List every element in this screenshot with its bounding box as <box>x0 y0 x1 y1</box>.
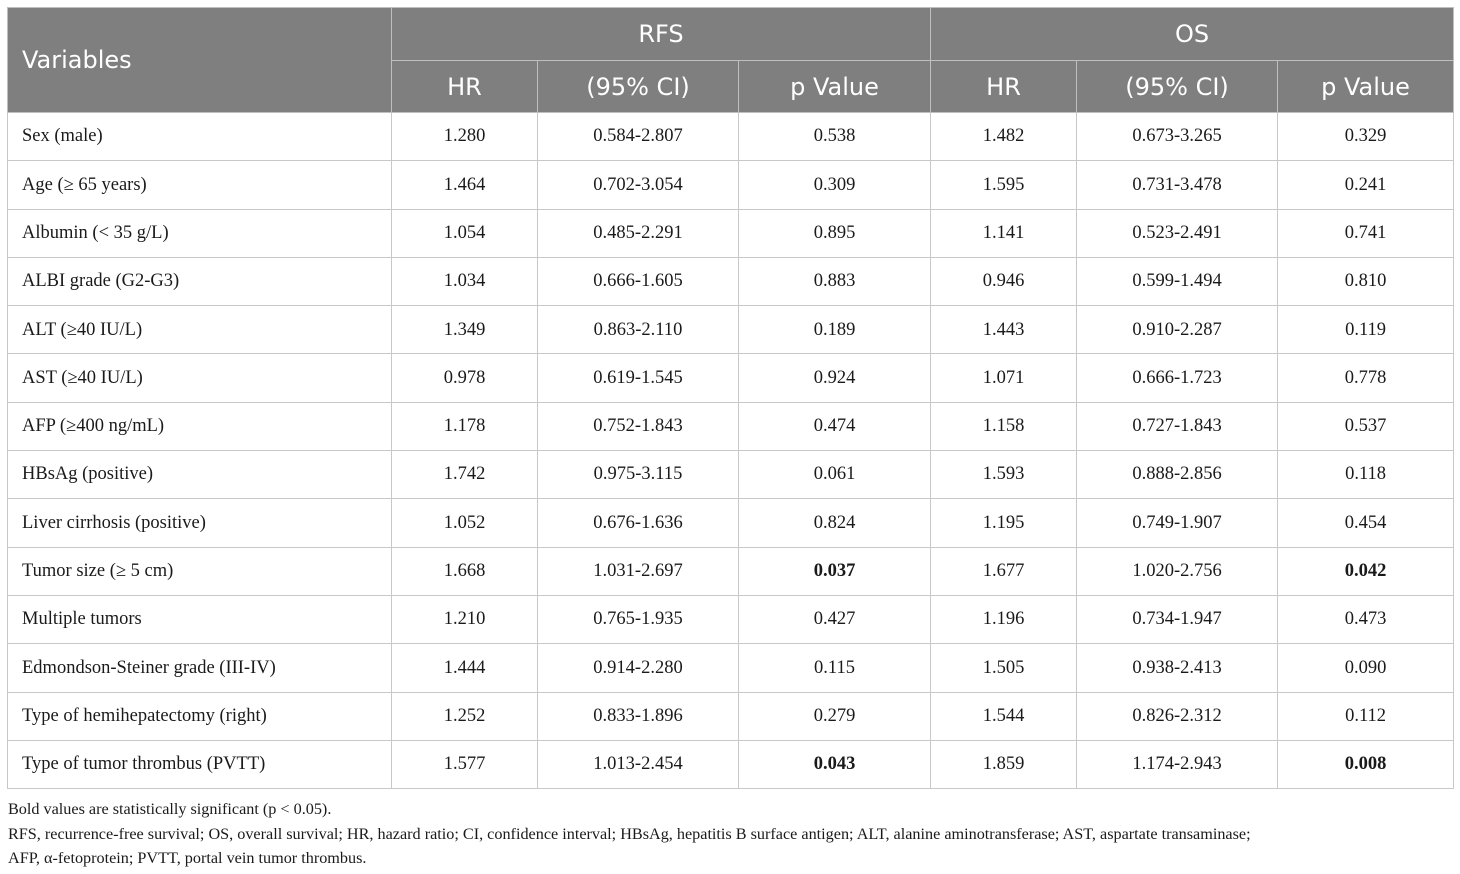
cell-variable: Type of hemihepatectomy (right) <box>8 692 392 740</box>
cell-os-p: 0.112 <box>1278 692 1454 740</box>
cell-rfs-ci: 0.752-1.843 <box>538 402 739 450</box>
table-footnotes <box>8 797 1456 871</box>
cell-os-ci: 0.599-1.494 <box>1077 257 1278 305</box>
header-rfs-ci: (95% CI) <box>538 61 739 113</box>
cell-os-hr: 1.158 <box>931 402 1077 450</box>
header-group-rfs: RFS <box>392 8 931 61</box>
cell-variable: HBsAg (positive) <box>8 451 392 499</box>
cell-os-p: 0.119 <box>1278 306 1454 354</box>
cell-os-p: 0.329 <box>1278 113 1454 161</box>
cell-rfs-p: 0.824 <box>739 499 931 547</box>
cell-rfs-p: 0.043 <box>739 740 931 788</box>
cell-rfs-p: 0.883 <box>739 257 931 305</box>
cell-os-ci: 0.523-2.491 <box>1077 209 1278 257</box>
cell-rfs-hr: 1.210 <box>392 595 538 643</box>
cell-rfs-ci: 0.666-1.605 <box>538 257 739 305</box>
cox-regression-table <box>7 7 1454 789</box>
cell-variable: Tumor size (≥ 5 cm) <box>8 547 392 595</box>
cell-rfs-p: 0.309 <box>739 161 931 209</box>
cell-os-p: 0.090 <box>1278 644 1454 692</box>
table-row <box>8 354 1454 402</box>
cell-os-ci: 0.666-1.723 <box>1077 354 1278 402</box>
cell-os-hr: 1.196 <box>931 595 1077 643</box>
cell-variable: ALBI grade (G2-G3) <box>8 257 392 305</box>
table-row <box>8 740 1454 788</box>
cell-os-ci: 1.174-2.943 <box>1077 740 1278 788</box>
cell-os-hr: 1.482 <box>931 113 1077 161</box>
cell-rfs-ci: 0.676-1.636 <box>538 499 739 547</box>
cell-rfs-hr: 0.978 <box>392 354 538 402</box>
cell-os-p: 0.042 <box>1278 547 1454 595</box>
table-row <box>8 161 1454 209</box>
cell-rfs-p: 0.474 <box>739 402 931 450</box>
cell-os-p: 0.810 <box>1278 257 1454 305</box>
header-group-os: OS <box>931 8 1454 61</box>
header-rfs-hr: HR <box>392 61 538 113</box>
cell-rfs-ci: 0.619-1.545 <box>538 354 739 402</box>
cell-rfs-hr: 1.178 <box>392 402 538 450</box>
cell-variable: Albumin (< 35 g/L) <box>8 209 392 257</box>
cell-variable: ALT (≥40 IU/L) <box>8 306 392 354</box>
table-row <box>8 113 1454 161</box>
cell-os-hr: 1.544 <box>931 692 1077 740</box>
cell-rfs-hr: 1.054 <box>392 209 538 257</box>
cell-rfs-hr: 1.349 <box>392 306 538 354</box>
cell-os-ci: 0.673-3.265 <box>1077 113 1278 161</box>
cell-os-hr: 1.071 <box>931 354 1077 402</box>
cell-os-p: 0.118 <box>1278 451 1454 499</box>
footnote-abbreviations-cont: AFP, α-fetoprotein; PVTT, portal vein tumor thrombus. <box>8 849 367 867</box>
table-row <box>8 692 1454 740</box>
cell-rfs-ci: 0.584-2.807 <box>538 113 739 161</box>
table-row <box>8 499 1454 547</box>
header-os-p: p Value <box>1278 61 1454 113</box>
table-row <box>8 402 1454 450</box>
cell-variable: Edmondson-Steiner grade (III-IV) <box>8 644 392 692</box>
cell-os-p: 0.008 <box>1278 740 1454 788</box>
cell-variable: Liver cirrhosis (positive) <box>8 499 392 547</box>
cell-variable: AST (≥40 IU/L) <box>8 354 392 402</box>
cell-rfs-p: 0.538 <box>739 113 931 161</box>
table-row <box>8 451 1454 499</box>
header-row-groups <box>8 8 1454 61</box>
cell-variable: Multiple tumors <box>8 595 392 643</box>
cell-os-hr: 1.859 <box>931 740 1077 788</box>
cell-rfs-p: 0.189 <box>739 306 931 354</box>
cell-os-ci: 0.888-2.856 <box>1077 451 1278 499</box>
table-row <box>8 644 1454 692</box>
cell-variable: Sex (male) <box>8 113 392 161</box>
cell-rfs-ci: 0.702-3.054 <box>538 161 739 209</box>
results-table-container <box>7 7 1453 789</box>
cell-rfs-hr: 1.464 <box>392 161 538 209</box>
cell-rfs-hr: 1.577 <box>392 740 538 788</box>
cell-rfs-p: 0.924 <box>739 354 931 402</box>
cell-os-hr: 0.946 <box>931 257 1077 305</box>
cell-rfs-hr: 1.034 <box>392 257 538 305</box>
cell-rfs-ci: 0.833-1.896 <box>538 692 739 740</box>
cell-rfs-hr: 1.052 <box>392 499 538 547</box>
cell-os-p: 0.741 <box>1278 209 1454 257</box>
header-os-ci: (95% CI) <box>1077 61 1278 113</box>
cell-rfs-ci: 1.013-2.454 <box>538 740 739 788</box>
header-rfs-p: p Value <box>739 61 931 113</box>
cell-rfs-hr: 1.742 <box>392 451 538 499</box>
cell-variable: Age (≥ 65 years) <box>8 161 392 209</box>
cell-rfs-hr: 1.252 <box>392 692 538 740</box>
cell-rfs-ci: 0.975-3.115 <box>538 451 739 499</box>
table-row <box>8 547 1454 595</box>
cell-rfs-hr: 1.280 <box>392 113 538 161</box>
cell-rfs-ci: 0.485-2.291 <box>538 209 739 257</box>
cell-variable: AFP (≥400 ng/mL) <box>8 402 392 450</box>
cell-os-hr: 1.443 <box>931 306 1077 354</box>
footnote-significance: Bold values are statistically significant (p < 0.05). <box>8 800 332 818</box>
cell-rfs-hr: 1.444 <box>392 644 538 692</box>
cell-os-hr: 1.141 <box>931 209 1077 257</box>
cell-os-p: 0.454 <box>1278 499 1454 547</box>
cell-os-hr: 1.595 <box>931 161 1077 209</box>
cell-rfs-hr: 1.668 <box>392 547 538 595</box>
cell-os-hr: 1.505 <box>931 644 1077 692</box>
header-os-hr: HR <box>931 61 1077 113</box>
cell-os-ci: 0.910-2.287 <box>1077 306 1278 354</box>
cell-os-hr: 1.593 <box>931 451 1077 499</box>
cell-os-ci: 0.938-2.413 <box>1077 644 1278 692</box>
cell-os-ci: 0.734-1.947 <box>1077 595 1278 643</box>
cell-os-ci: 0.826-2.312 <box>1077 692 1278 740</box>
table-row <box>8 209 1454 257</box>
cell-rfs-ci: 0.914-2.280 <box>538 644 739 692</box>
cell-rfs-p: 0.115 <box>739 644 931 692</box>
footnote-abbreviations: RFS, recurrence-free survival; OS, overall survival; HR, hazard ratio; CI, confidence interval; HBsAg, hepatitis B surface antigen; ALT, alanine aminotransferase; AST, aspartate transaminase; <box>8 824 1251 843</box>
table-row <box>8 257 1454 305</box>
header-variables: Variables <box>8 8 392 113</box>
cell-os-ci: 0.749-1.907 <box>1077 499 1278 547</box>
cell-os-hr: 1.677 <box>931 547 1077 595</box>
cell-os-p: 0.473 <box>1278 595 1454 643</box>
cell-os-p: 0.537 <box>1278 402 1454 450</box>
cell-os-ci: 0.727-1.843 <box>1077 402 1278 450</box>
cell-os-hr: 1.195 <box>931 499 1077 547</box>
cell-rfs-p: 0.895 <box>739 209 931 257</box>
cell-rfs-ci: 0.765-1.935 <box>538 595 739 643</box>
cell-os-ci: 1.020-2.756 <box>1077 547 1278 595</box>
cell-rfs-p: 0.037 <box>739 547 931 595</box>
table-row <box>8 306 1454 354</box>
cell-os-p: 0.241 <box>1278 161 1454 209</box>
cell-os-ci: 0.731-3.478 <box>1077 161 1278 209</box>
cell-variable: Type of tumor thrombus (PVTT) <box>8 740 392 788</box>
table-body <box>8 113 1454 789</box>
table-row <box>8 595 1454 643</box>
cell-rfs-ci: 0.863-2.110 <box>538 306 739 354</box>
cell-rfs-p: 0.427 <box>739 595 931 643</box>
cell-os-p: 0.778 <box>1278 354 1454 402</box>
cell-rfs-ci: 1.031-2.697 <box>538 547 739 595</box>
cell-rfs-p: 0.279 <box>739 692 931 740</box>
cell-rfs-p: 0.061 <box>739 451 931 499</box>
